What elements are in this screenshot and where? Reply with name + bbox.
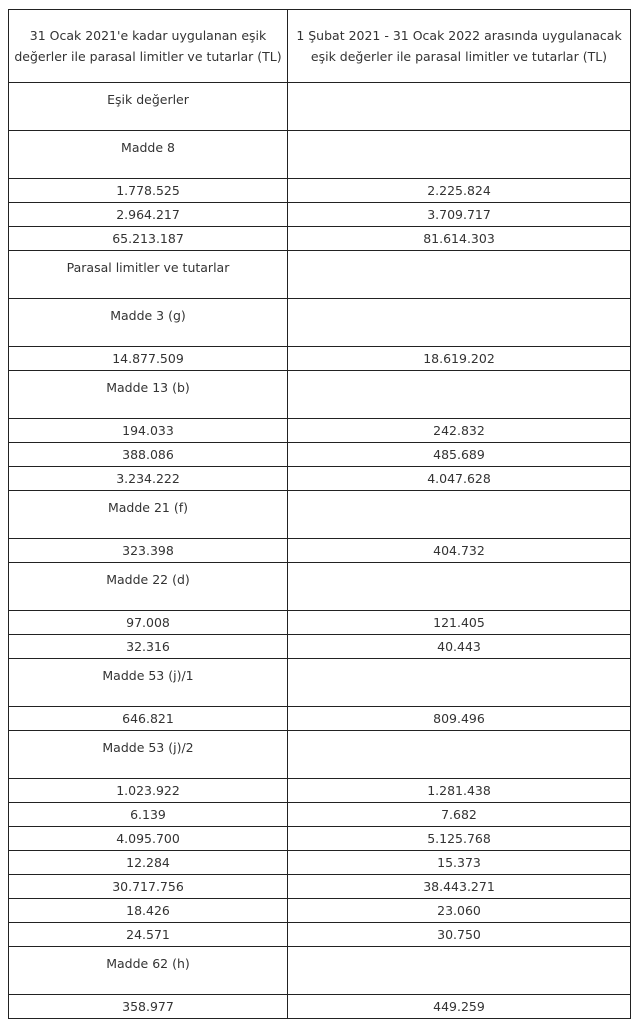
- new-value-cell: 485.689: [288, 443, 631, 467]
- new-value-cell: 38.443.271: [288, 875, 631, 899]
- section-row: [9, 83, 631, 131]
- old-value-cell: 12.284: [9, 851, 288, 875]
- empty-cell: [288, 299, 631, 347]
- new-value-cell: 30.750: [288, 923, 631, 947]
- table-row: [9, 875, 631, 899]
- section-row: [9, 251, 631, 299]
- table-row: [9, 611, 631, 635]
- new-value-cell: 121.405: [288, 611, 631, 635]
- old-value-cell: 323.398: [9, 539, 288, 563]
- empty-cell: [288, 659, 631, 707]
- old-value-cell: 24.571: [9, 923, 288, 947]
- empty-cell: [288, 563, 631, 611]
- table-row: [9, 827, 631, 851]
- section-row: [9, 131, 631, 179]
- section-label: Madde 8: [9, 131, 288, 179]
- empty-cell: [288, 491, 631, 539]
- new-value-cell: 404.732: [288, 539, 631, 563]
- old-value-cell: 646.821: [9, 707, 288, 731]
- old-value-cell: 18.426: [9, 899, 288, 923]
- new-value-cell: 18.619.202: [288, 347, 631, 371]
- new-value-cell: 5.125.768: [288, 827, 631, 851]
- table-row: [9, 851, 631, 875]
- section-label: Madde 53 (j)/1: [9, 659, 288, 707]
- new-value-cell: 3.709.717: [288, 203, 631, 227]
- empty-cell: [288, 731, 631, 779]
- old-value-cell: 14.877.509: [9, 347, 288, 371]
- empty-cell: [288, 371, 631, 419]
- section-row: [9, 659, 631, 707]
- table-body: [9, 83, 631, 1019]
- table-row: [9, 179, 631, 203]
- section-label: Madde 22 (d): [9, 563, 288, 611]
- new-value-cell: 7.682: [288, 803, 631, 827]
- table-row: [9, 539, 631, 563]
- table-header-row: [9, 10, 631, 83]
- section-label: Madde 53 (j)/2: [9, 731, 288, 779]
- new-value-cell: 15.373: [288, 851, 631, 875]
- new-value-cell: 23.060: [288, 899, 631, 923]
- table-row: [9, 995, 631, 1019]
- table-row: [9, 899, 631, 923]
- old-value-cell: 1.023.922: [9, 779, 288, 803]
- table-row: [9, 227, 631, 251]
- old-value-cell: 4.095.700: [9, 827, 288, 851]
- section-row: [9, 947, 631, 995]
- table-row: [9, 203, 631, 227]
- section-row: [9, 299, 631, 347]
- section-row: [9, 731, 631, 779]
- old-value-cell: 1.778.525: [9, 179, 288, 203]
- limits-table-container: [8, 9, 631, 1019]
- new-value-cell: 809.496: [288, 707, 631, 731]
- section-row: [9, 371, 631, 419]
- table-row: [9, 467, 631, 491]
- table-row: [9, 803, 631, 827]
- header-new-values: 1 Şubat 2021 - 31 Ocak 2022 arasında uygulanacak eşik değerler ile parasal limitler ve tutarlar (TL): [288, 10, 631, 83]
- old-value-cell: 30.717.756: [9, 875, 288, 899]
- table-row: [9, 923, 631, 947]
- new-value-cell: 1.281.438: [288, 779, 631, 803]
- old-value-cell: 3.234.222: [9, 467, 288, 491]
- table-row: [9, 635, 631, 659]
- old-value-cell: 97.008: [9, 611, 288, 635]
- empty-cell: [288, 251, 631, 299]
- empty-cell: [288, 947, 631, 995]
- new-value-cell: 81.614.303: [288, 227, 631, 251]
- section-label: Parasal limitler ve tutarlar: [9, 251, 288, 299]
- section-label: Madde 62 (h): [9, 947, 288, 995]
- old-value-cell: 65.213.187: [9, 227, 288, 251]
- old-value-cell: 6.139: [9, 803, 288, 827]
- empty-cell: [288, 83, 631, 131]
- section-label: Madde 3 (g): [9, 299, 288, 347]
- section-label: Eşik değerler: [9, 83, 288, 131]
- table-row: [9, 419, 631, 443]
- limits-table: [8, 9, 631, 1019]
- table-row: [9, 347, 631, 371]
- table-row: [9, 707, 631, 731]
- new-value-cell: 242.832: [288, 419, 631, 443]
- section-label: Madde 13 (b): [9, 371, 288, 419]
- header-old-values: 31 Ocak 2021'e kadar uygulanan eşik değerler ile parasal limitler ve tutarlar (TL): [9, 10, 288, 83]
- new-value-cell: 4.047.628: [288, 467, 631, 491]
- section-label: Madde 21 (f): [9, 491, 288, 539]
- new-value-cell: 40.443: [288, 635, 631, 659]
- table-row: [9, 779, 631, 803]
- section-row: [9, 563, 631, 611]
- new-value-cell: 2.225.824: [288, 179, 631, 203]
- section-row: [9, 491, 631, 539]
- new-value-cell: 449.259: [288, 995, 631, 1019]
- old-value-cell: 388.086: [9, 443, 288, 467]
- table-row: [9, 443, 631, 467]
- old-value-cell: 194.033: [9, 419, 288, 443]
- old-value-cell: 32.316: [9, 635, 288, 659]
- old-value-cell: 358.977: [9, 995, 288, 1019]
- empty-cell: [288, 131, 631, 179]
- old-value-cell: 2.964.217: [9, 203, 288, 227]
